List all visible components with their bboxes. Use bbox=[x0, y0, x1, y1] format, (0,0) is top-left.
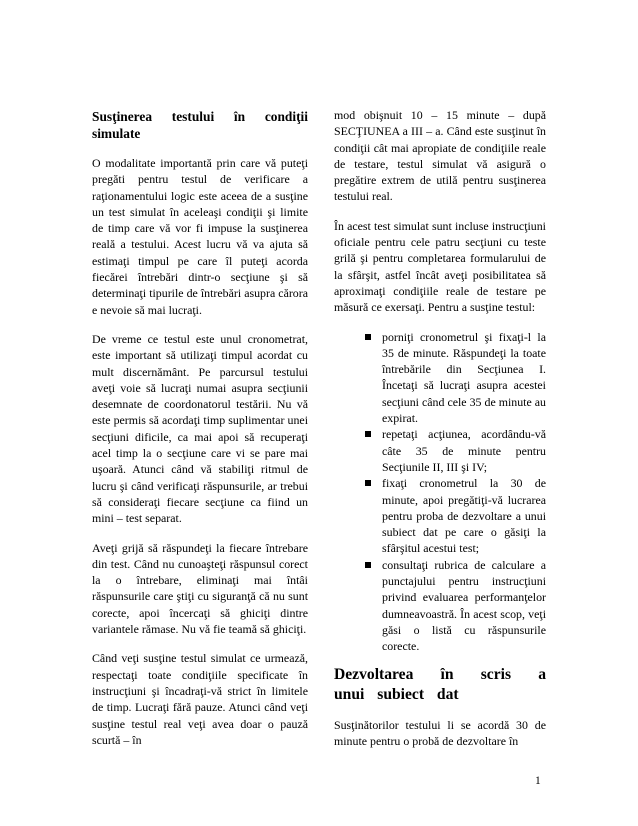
left-column bbox=[92, 108, 308, 761]
paragraph: Când veţi susţine testul simulat ce urmează, respectaţi toate condiţiile specificate în instrucţiuni şi încadraţi-vă strict în limitele de timp. Lucraţi fără pauze. Atunci când veţi susţine testul real veţi avea doar o pauză scurtă – în bbox=[92, 651, 308, 747]
instruction-list bbox=[334, 329, 546, 655]
paragraph: O modalitate importantă prin care vă puteţi pregăti pentru testul de verificare a raţionamentului logic este aceea de a susţine un test simulat în aceleaşi condiţii şi limite de timp care vă vor fi impuse la susţinerea reală a testului. Acest lucru vă va ajuta să estimaţi timpul pe care îl puteţi acorda fiecărei întrebări dintr-o secţiune şi să determinaţi tipurile de întrebări asupra cărora e nevoie să mai lucraţi. bbox=[92, 156, 308, 317]
list-item bbox=[382, 557, 546, 655]
right-column bbox=[334, 107, 546, 762]
paragraph: În acest test simulat sunt incluse instrucţiuni oficiale pentru cele patru secţiuni cu teste grilă şi pentru completarea formularului de la sfârşit, astfel încât aveţi posibilitatea să aproximaţi condiţiile reale de testare pe măsură ce exersaţi. Pentru a susţine testul: bbox=[334, 218, 546, 315]
paragraph: Aveţi grijă să răspundeţi la fiecare întrebare din test. Când nu cunoaşteţi răspunsul corect la o întrebare, eliminaţi mai întâi răspunsurile care ştiţi cu siguranţă că nu sunt corecte, apoi încercaţi să ghiciţi dintre variantele rămase. Nu vă fie teamă să ghiciţi. bbox=[92, 540, 308, 637]
page-number: 1 bbox=[535, 775, 541, 787]
section-heading-simulated-test: Susţinerea testului în condiţii simulate bbox=[92, 109, 308, 141]
square-bullet-icon bbox=[365, 562, 371, 568]
section-heading-essay: Dezvoltarea în scris a unui subiect dat bbox=[334, 665, 546, 703]
square-bullet-icon bbox=[365, 431, 371, 437]
list-item-text: fixaţi cronometrul la 30 de minute, apoi pregătiţi-vă lucrarea pentru proba de dezvoltare a unui subiect dat pe care o găsiţi la sfârşitul acestui test; bbox=[382, 476, 546, 556]
square-bullet-icon bbox=[365, 334, 371, 340]
list-item bbox=[382, 426, 546, 475]
paragraph: mod obişnuit 10 – 15 minute – după SECŢIUNEA a III – a. Când este susţinut în condiţii cât mai apropiate de condiţiile reale de testare, testul simulat vă asigură o pregătire extrem de utilă pentru susţinerea testului real. bbox=[334, 108, 546, 204]
square-bullet-icon bbox=[365, 480, 371, 486]
list-item-text: repetaţi acţiunea, acordându-vă câte 35 de minute pentru Secţiunile II, III şi IV; bbox=[382, 427, 546, 474]
paragraph: De vreme ce testul este unul cronometrat, este important să utilizaţi timpul acordat cu mult discernământ. Pe parcursul testului aveţi voie să lucraţi numai asupra secţiunii desemnate de coordonatorul testării. Nu vă este permis să acordaţi timp suplimentar unei secţiuni dificile, ca mai apoi să recuperaţi acel timp la o secţiune care vi se pare mai uşoară. Atunci când vă stabiliţi ritmul de lucru şi când verificaţi răspunsurile, ar trebui să consideraţi fiecare secţiune ca fiind un mini – test separat. bbox=[92, 331, 308, 526]
list-item-text: consultaţi rubrica de calculare a punctajului pentru instrucţiuni privind evaluarea performanţelor dumneavoastră. În acest scop, veţi găsi o listă cu răspunsurile corecte. bbox=[382, 557, 546, 654]
list-item-text: porniţi cronometrul şi fixaţi-l la 35 de minute. Răspundeţi la toate întrebările din Secţiunea I. Încetaţi să lucraţi asupra acestei secţiuni când cele 35 de minute au expirat. bbox=[382, 329, 546, 426]
list-item bbox=[382, 475, 546, 556]
paragraph: Susţinătorilor testului li se acordă 30 de minute pentru o probă de dezvoltare în bbox=[334, 717, 546, 748]
list-item bbox=[382, 329, 546, 427]
